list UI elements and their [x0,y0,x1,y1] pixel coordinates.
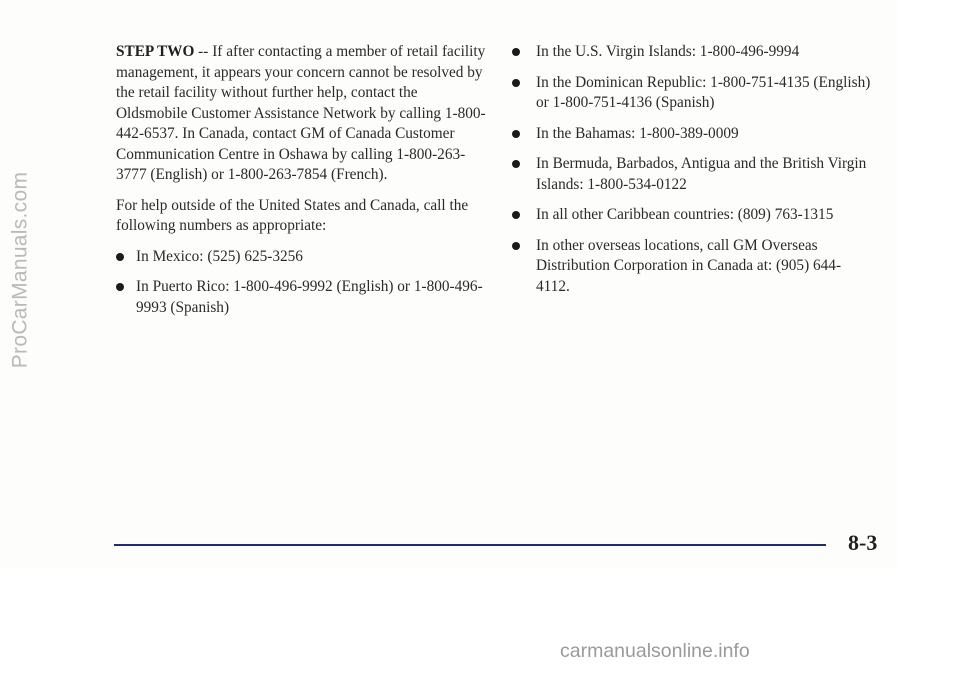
list-item [116,247,486,268]
step-two-paragraph [116,42,486,186]
bullet-icon [512,242,520,250]
list-item-text: In the U.S. Virgin Islands: 1-800-496-9994 [536,43,800,60]
list-item [512,205,872,226]
list-item [512,42,872,63]
right-bullet-list [512,42,872,297]
page-number: 8-3 [848,530,878,555]
bullet-icon [116,253,124,261]
list-item-text: In Puerto Rico: 1-800-496-9992 (English) or 1-800-496-9993 (Spanish) [136,278,483,316]
bullet-icon [116,283,124,291]
bullet-icon [512,130,520,138]
list-item-text: In the Dominican Republic: 1-800-751-4135 (English) or 1-800-751-4136 (Spanish) [536,73,871,111]
step-two-heading: STEP TWO [116,43,195,60]
list-item-text: In Bermuda, Barbados, Antigua and the British Virgin Islands: 1-800-534-0122 [536,155,867,193]
bullet-icon [512,211,520,219]
bullet-icon [512,48,520,56]
list-item-text: In other overseas locations, call GM Overseas Distribution Corporation in Canada at: (905) 644-4112. [536,236,842,295]
list-item-text: In the Bahamas: 1-800-389-0009 [536,124,739,142]
list-item [116,277,486,318]
step-two-text: -- If after contacting a member of retail facility management, it appears your concern cannot be resolved by the retail facility without further help, contact the Oldsmobile Customer Assistance Network by calling 1-800-442-6537. In Canada, contact GM of Canada Customer Communication Centre in Oshawa by calling 1-800-263-3777 (English) or 1-800-263-7854 (French). [116,43,486,183]
footer-rule [114,544,826,546]
bottom-watermark: carmanualsonline.info [560,640,750,662]
outside-help-intro: For help outside of the United States and Canada, call the following numbers as appropriate: [116,196,469,234]
left-column [116,42,486,328]
list-item [512,73,872,114]
bullet-icon [512,79,520,87]
right-column [512,42,872,307]
list-item [512,124,872,145]
list-item-text: In Mexico: (525) 625-3256 [136,247,303,265]
list-item [512,236,872,298]
list-item [512,154,872,195]
side-watermark-text: ProCarManuals.com [8,171,31,369]
left-bullet-list [116,247,486,319]
bullet-icon [512,160,520,168]
list-item-text: In all other Caribbean countries: (809) 763-1315 [536,206,834,223]
side-watermark [2,40,38,500]
